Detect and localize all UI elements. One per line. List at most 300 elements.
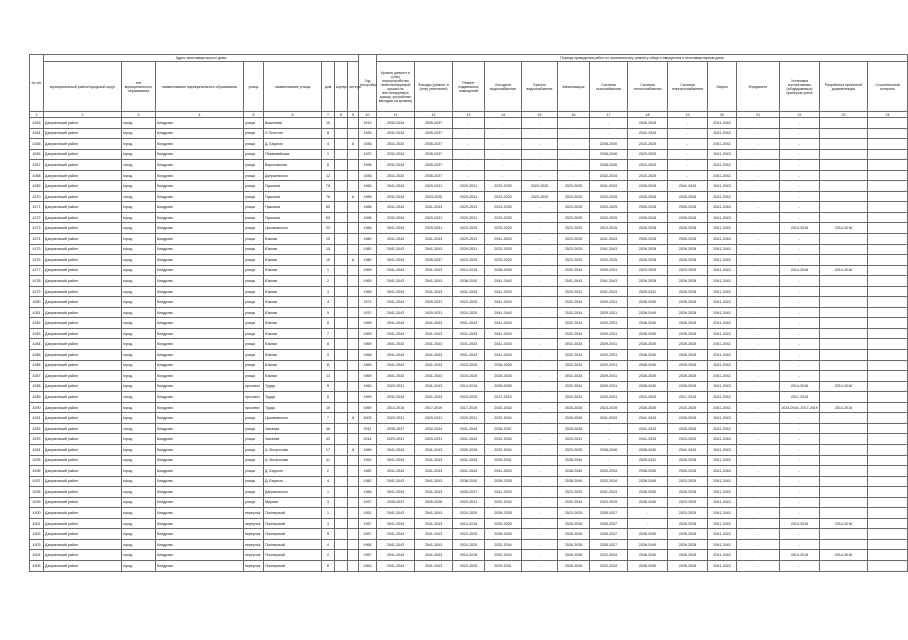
table-cell: Труда (264, 381, 322, 392)
table-cell: - (522, 318, 558, 329)
table-cell: - (668, 118, 708, 129)
column-number: 20 (708, 112, 737, 118)
table-cell: - (737, 255, 780, 266)
table-cell: 2041-2043 (590, 276, 628, 287)
table-cell (348, 244, 359, 255)
table-cell: улица (244, 487, 264, 498)
table-cell: - (522, 149, 558, 160)
table-cell: 7 (322, 328, 335, 339)
table-cell: 2032-2034 (590, 170, 628, 181)
table-row (30, 423, 908, 434)
table-cell: 2041-2043 (415, 286, 453, 297)
table-cell (335, 371, 348, 382)
table-cell: 2041-2043 (415, 539, 453, 550)
table-cell (348, 560, 359, 571)
column-number: 22 (780, 112, 820, 118)
table-cell: 2029-2031 (590, 371, 628, 382)
table-cell: переулок (244, 550, 264, 561)
table-cell: 2026-2028 (628, 223, 668, 234)
table-cell: 2038-2040 (628, 339, 668, 350)
table-cell: улица (244, 318, 264, 329)
table-cell: 2032-2034 (558, 350, 590, 361)
table-cell: Кондрово (156, 402, 244, 413)
table-cell (868, 539, 908, 550)
table-cell: 2029-2031 (590, 307, 628, 318)
table-cell: - (485, 160, 522, 171)
table-cell: А. Матросова (264, 455, 322, 466)
table-cell: Чапаева (264, 423, 322, 434)
table-cell (348, 307, 359, 318)
table-cell: Кондрово (156, 539, 244, 550)
table-cell: проспект (244, 402, 264, 413)
table-cell: Дзержинский район (44, 234, 122, 245)
table-cell: - (558, 160, 590, 171)
table-cell: - (780, 529, 820, 540)
table-cell: переулок (244, 539, 264, 550)
column-number: 21 (737, 112, 780, 118)
table-cell: город (122, 339, 156, 350)
table-cell: - (522, 128, 558, 139)
table-cell (348, 160, 359, 171)
table-cell: улица (244, 181, 264, 192)
table-cell: - (522, 476, 558, 487)
table-cell: 2041-2043 (708, 339, 737, 350)
table-cell: 2026-2028 (628, 244, 668, 255)
header-cell: наименование муниципального образования (156, 62, 244, 112)
table-cell: 2026-2028 (558, 413, 590, 424)
table-row (30, 286, 908, 297)
table-cell: улица (244, 328, 264, 339)
table-cell: город (122, 276, 156, 287)
table-cell: 1970 (359, 307, 377, 318)
table-cell: 2023-2025 (628, 265, 668, 276)
table-cell: - (780, 202, 820, 213)
table-cell: - (522, 234, 558, 245)
table-cell (348, 381, 359, 392)
table-cell (348, 550, 359, 561)
header-cell: Фасады (ремонт и (или) утепление) (415, 62, 453, 112)
table-cell: 2014-2015 (453, 265, 485, 276)
table-cell: Южная (264, 350, 322, 361)
table-row (30, 181, 908, 192)
table-row (30, 392, 908, 403)
table-cell: 2029-2031 (377, 381, 415, 392)
table-row (30, 212, 908, 223)
table-cell: Дзержинский район (44, 181, 122, 192)
table-cell: 80 (322, 202, 335, 213)
table-cell: 2035-2037 (377, 423, 415, 434)
table-cell: - (522, 518, 558, 529)
table-cell: улица (244, 371, 264, 382)
table-cell: 4280 (30, 297, 44, 308)
table-cell: - (737, 560, 780, 571)
table-cell: - (522, 550, 558, 561)
table-cell: 1959 (359, 392, 377, 403)
table-cell: Мирная (264, 497, 322, 508)
table-cell (820, 529, 868, 540)
table-cell: 2017-2019 (780, 392, 820, 403)
table-cell: 2009 (359, 413, 377, 424)
table-cell: - (668, 149, 708, 160)
column-number: 5 (244, 112, 264, 118)
table-cell: - (737, 518, 780, 529)
table-cell: 2026-2028 (628, 181, 668, 192)
table-cell: 2038-2040 (628, 350, 668, 361)
table-cell (335, 529, 348, 540)
table-cell: Пионерский (264, 518, 322, 529)
table-cell: 2026-2028 (558, 529, 590, 540)
table-cell: - (522, 265, 558, 276)
column-number: 15 (522, 112, 558, 118)
table-cell: - (522, 276, 558, 287)
table-cell: - (485, 128, 522, 139)
table-cell: 2035-2037 (377, 497, 415, 508)
table-cell: Дзержинский район (44, 423, 122, 434)
table-cell: 2041-2043 (708, 202, 737, 213)
table-cell: 17 (322, 444, 335, 455)
table-cell: 2041-2043 (377, 328, 415, 339)
table-cell: 2038-2040 (628, 318, 668, 329)
table-cell: улица (244, 170, 264, 181)
table-cell: 2041-2043 (415, 466, 453, 477)
table-cell: город (122, 191, 156, 202)
table-cell: 2041-2043 (377, 508, 415, 519)
table-cell: 2023-2025 (453, 297, 485, 308)
table-cell: город (122, 381, 156, 392)
table-cell: 2038-2040 (628, 371, 668, 382)
table-cell: Южная (264, 286, 322, 297)
table-row (30, 149, 908, 160)
table-cell: Южная (264, 360, 322, 371)
table-cell: - (780, 286, 820, 297)
table-cell: 4269 (30, 181, 44, 192)
table-cell: 2041-2043 (453, 423, 485, 434)
table-cell: - (737, 118, 780, 129)
table-cell: улица (244, 128, 264, 139)
table-cell: Южная (264, 371, 322, 382)
table-cell: 2029-2031 (590, 350, 628, 361)
table-cell: Пионерский (264, 539, 322, 550)
table-cell: 2032-2034 (377, 118, 415, 129)
table-cell: 1986 (359, 191, 377, 202)
table-cell: 2041-2043 (415, 476, 453, 487)
table-cell: 2038-2040 (628, 560, 668, 571)
table-cell: - (590, 423, 628, 434)
table-cell: 2026-2028 (485, 360, 522, 371)
table-cell: - (737, 360, 780, 371)
table-cell: 2035-2037 (415, 170, 453, 181)
table-cell: 2026-2028 (668, 487, 708, 498)
table-cell: Пушкина (264, 191, 322, 202)
table-row (30, 371, 908, 382)
table-cell: Циолковского (264, 223, 322, 234)
table-cell (348, 455, 359, 466)
table-cell: - (737, 149, 780, 160)
table-cell (820, 350, 868, 361)
table-row (30, 160, 908, 171)
table-cell: 2023-2025 (485, 212, 522, 223)
table-cell: 2035-2037 (590, 539, 628, 550)
table-cell: Дзержинский район (44, 149, 122, 160)
table-cell: 2023-2025 (558, 508, 590, 519)
table-cell: 2041-2043 (708, 392, 737, 403)
table-cell: улица (244, 265, 264, 276)
table-cell: 2029-2031 (453, 212, 485, 223)
table-cell (335, 381, 348, 392)
table-cell: Южная (264, 244, 322, 255)
column-number: 8 (335, 112, 348, 118)
table-cell (335, 212, 348, 223)
table-cell: Дзержинский район (44, 560, 122, 571)
table-cell (820, 276, 868, 287)
header-cell: Строительный контроль (868, 62, 908, 112)
table-cell: - (780, 160, 820, 171)
column-number: 14 (485, 112, 522, 118)
table-cell: Южная (264, 297, 322, 308)
table-cell: - (453, 118, 485, 129)
table-cell: 2026-2028 (668, 328, 708, 339)
table-cell: 2023-2025 (453, 529, 485, 540)
table-cell: город (122, 487, 156, 498)
table-cell: 1965 (359, 181, 377, 192)
table-cell: 3 (322, 518, 335, 529)
table-cell: город (122, 560, 156, 571)
table-cell: Дзержинский район (44, 518, 122, 529)
table-cell: 2029-2031 (628, 286, 668, 297)
table-cell: Дзержинский район (44, 508, 122, 519)
table-cell: 2041-2043 (415, 444, 453, 455)
table-cell: - (780, 360, 820, 371)
table-cell (348, 265, 359, 276)
table-cell: 2041-2043 (708, 371, 737, 382)
table-cell: Кондрово (156, 307, 244, 318)
table-cell: - (737, 139, 780, 150)
table-cell: - (522, 466, 558, 477)
table-cell: 1969 (359, 318, 377, 329)
table-cell: 1968 (359, 350, 377, 361)
table-cell: Дзержинского (264, 487, 322, 498)
table-cell: - (453, 160, 485, 171)
table-cell: город (122, 508, 156, 519)
header-cell: дом (322, 62, 335, 112)
table-cell: 2041-2043 (377, 518, 415, 529)
table-cell (868, 318, 908, 329)
column-number: 7 (322, 112, 335, 118)
table-cell (820, 476, 868, 487)
table-cell: 2041-2043 (708, 265, 737, 276)
table-cell: 2023-2025 (485, 191, 522, 202)
table-cell: - (780, 244, 820, 255)
table-cell (348, 339, 359, 350)
table-cell: - (737, 476, 780, 487)
table-cell: 3 (322, 497, 335, 508)
table-cell: 2023-2025 (668, 508, 708, 519)
table-cell: город (122, 328, 156, 339)
table-cell: - (522, 360, 558, 371)
table-cell: 4274 (30, 234, 44, 245)
table-cell (348, 497, 359, 508)
table-cell: 4304 (30, 550, 44, 561)
table-cell: Кондрово (156, 381, 244, 392)
table-row (30, 202, 908, 213)
column-number: 16 (558, 112, 590, 118)
table-cell: 2026-2028 (558, 539, 590, 550)
table-cell: 2041-2043 (415, 529, 453, 540)
table-cell: 2041-2043 (708, 118, 737, 129)
table-cell: - (453, 170, 485, 181)
table-cell: - (737, 202, 780, 213)
table-cell (335, 149, 348, 160)
table-cell: - (522, 139, 558, 150)
table-cell: 2035-2037 (485, 423, 522, 434)
column-number: 3 (122, 112, 156, 118)
table-cell: Кондрово (156, 339, 244, 350)
table-cell: 1957 (359, 518, 377, 529)
table-cell: 2032-2034 (558, 371, 590, 382)
table-cell (868, 455, 908, 466)
table-cell: 1 (322, 487, 335, 498)
table-cell: 2038-2040 (628, 328, 668, 339)
table-cell (335, 276, 348, 287)
table-cell: - (780, 350, 820, 361)
table-cell: 2029-2031 (558, 434, 590, 445)
table-cell (820, 170, 868, 181)
table-cell: 2041-2043 (453, 350, 485, 361)
table-cell: 2038-2040 (628, 550, 668, 561)
table-cell: Кондрово (156, 529, 244, 540)
table-cell: - (780, 434, 820, 445)
table-cell: 4277 (30, 265, 44, 276)
table-cell: 2041-2043 (708, 181, 737, 192)
header-cell: Ремонт подвальных помещений (453, 62, 485, 112)
table-cell: 2032-2034 (377, 191, 415, 202)
table-cell: - (780, 444, 820, 455)
table-cell: 1986 (359, 223, 377, 234)
table-cell (335, 255, 348, 266)
table-cell (868, 434, 908, 445)
table-cell (820, 413, 868, 424)
table-cell (820, 244, 868, 255)
column-number: 11 (377, 112, 415, 118)
table-cell: город (122, 149, 156, 160)
table-cell (335, 191, 348, 202)
table-cell: - (737, 318, 780, 329)
table-cell: - (737, 339, 780, 350)
table-cell: 4265 (30, 139, 44, 150)
table-cell: 2032-2034 (377, 160, 415, 171)
table-cell: 2023-2025 (522, 191, 558, 202)
table-cell: город (122, 360, 156, 371)
table-cell: 2041-2043 (708, 529, 737, 540)
table-cell: 2026-2028 (628, 118, 668, 129)
table-cell (335, 392, 348, 403)
table-cell: город (122, 497, 156, 508)
table-cell: Дзержинский район (44, 255, 122, 266)
table-cell: 1989 (359, 444, 377, 455)
table-cell: - (485, 170, 522, 181)
table-cell: 2038-2040 (558, 455, 590, 466)
table-cell: 2023-2025 (485, 223, 522, 234)
table-cell: 2029-2031 (590, 381, 628, 392)
table-cell: 2035-2037 (415, 160, 453, 171)
table-cell: 4285 (30, 350, 44, 361)
table-cell (868, 413, 908, 424)
table-cell: Дзержинский район (44, 339, 122, 350)
table-cell: 2041-2043 (628, 413, 668, 424)
table-cell: 2038-2040 (590, 149, 628, 160)
table-cell: 5 (322, 529, 335, 540)
table-cell: - (522, 455, 558, 466)
table-cell: город (122, 413, 156, 424)
table-cell: Кондрово (156, 149, 244, 160)
table-cell: Кондрово (156, 170, 244, 181)
table-cell: - (780, 255, 820, 266)
table-cell: 1969 (359, 371, 377, 382)
table-cell: 2038-2040 (628, 497, 668, 508)
table-cell: город (122, 297, 156, 308)
table-cell: 2041-2043 (377, 476, 415, 487)
table-cell: 2026-2028 (668, 550, 708, 561)
table-cell (868, 244, 908, 255)
table-cell: 2026-2028 (668, 455, 708, 466)
table-cell: Первомайская (264, 149, 322, 160)
table-cell: 2023-2025 (453, 223, 485, 234)
table-cell: - (453, 139, 485, 150)
table-cell: 2023-2025 (590, 212, 628, 223)
table-cell (820, 423, 868, 434)
table-cell: 2041-2043 (708, 223, 737, 234)
table-cell: Дзержинский район (44, 371, 122, 382)
table-cell: Кондрово (156, 371, 244, 382)
table-row (30, 413, 908, 424)
table-cell: - (522, 202, 558, 213)
table-cell: 2023-2025 (628, 170, 668, 181)
table-cell (820, 508, 868, 519)
table-cell: 2026-2028 (558, 518, 590, 529)
table-cell: 2041-2043 (415, 455, 453, 466)
table-cell: 90 (322, 212, 335, 223)
table-cell: улица (244, 286, 264, 297)
table-cell: 2029-2031 (415, 297, 453, 308)
table-cell (868, 255, 908, 266)
table-cell: Дзержинский район (44, 160, 122, 171)
table-cell: 4296 (30, 466, 44, 477)
table-cell: Циолковского (264, 413, 322, 424)
table-cell: Л.Толстого (264, 128, 322, 139)
table-cell: 2029-2031 (590, 328, 628, 339)
table-cell: А (348, 413, 359, 424)
table-cell: 2032-2034 (485, 539, 522, 550)
table-cell (868, 307, 908, 318)
table-cell (335, 286, 348, 297)
table-cell: 2038-2040 (628, 402, 668, 413)
table-cell (348, 518, 359, 529)
table-cell: - (780, 128, 820, 139)
table-cell: - (522, 339, 558, 350)
table-cell: Дзержинский район (44, 328, 122, 339)
table-cell: 2023-2025 (558, 181, 590, 192)
table-cell (868, 286, 908, 297)
table-cell: 2023-2025 (558, 202, 590, 213)
table-cell: Дзержинский район (44, 455, 122, 466)
table-cell: 2023-2025 (628, 149, 668, 160)
table-cell (335, 223, 348, 234)
table-cell: Пушкина (264, 202, 322, 213)
table-cell (348, 181, 359, 192)
table-cell: А (348, 139, 359, 150)
header-cell: Горячее водоснабжение (522, 62, 558, 112)
table-cell: 2029-2031 (453, 191, 485, 202)
